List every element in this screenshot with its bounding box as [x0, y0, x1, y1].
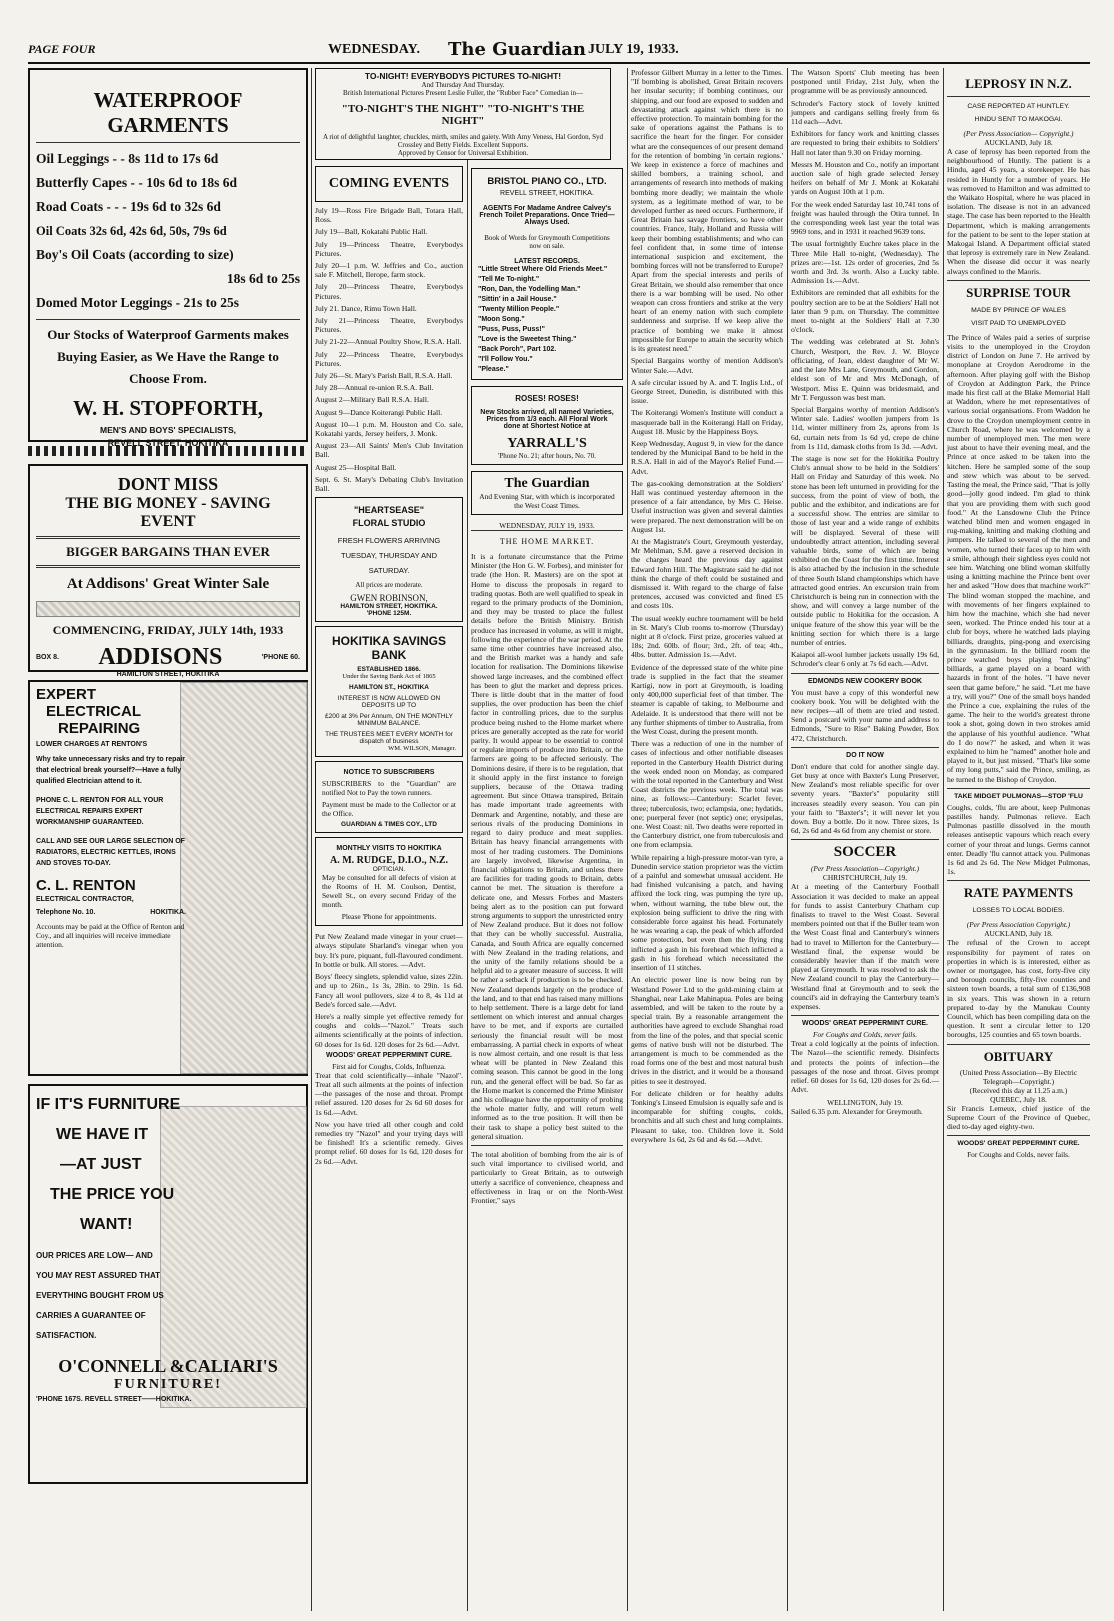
column-5: [791, 68, 939, 1611]
column-rule: [311, 68, 312, 1611]
ad-text: £200 at 3% Per Annum, ON THE MONTHLY MINIMUM BALANCE.: [324, 713, 453, 728]
notice-company: GUARDIAN & TIMES COY., LTD: [341, 821, 437, 829]
article-received: (Received this day at 11.25 a.m.): [969, 1085, 1068, 1095]
event-item: August 9—Dance Koiterangi Public Hall.: [315, 407, 443, 417]
ad-name: GWEN ROBINSON,: [350, 593, 428, 604]
ad-line: Oil Coats 32s 6d, 42s 6d, 50s, 79s 6d: [36, 224, 227, 238]
masthead: [28, 40, 1090, 64]
event-item: August 25—Hospital Ball.: [315, 462, 397, 472]
small-ad: Put New Zealand made vinegar in your cruet—always stipulate Sharland's vinegar when you buy. It's pure, piquant, full-flavoured condiment. In bottle or bulk. All stores. —Advt.: [315, 932, 463, 969]
ad-title: REPAIRING: [58, 720, 141, 737]
event-item: July 19—Princess Theatre, Everybodys Pictures.: [315, 239, 463, 258]
record-item: "Sittin' in a Jail House.": [478, 296, 557, 303]
article-assoc: (Per Press Association—Copyright.): [810, 864, 920, 874]
article-assoc: (Per Press Association— Copyright.): [963, 129, 1074, 138]
news-paragraph: Schroder's Factory stock of lovely knitted jumpers and cardigans selling freely from 6s 11d each—Advt.: [791, 98, 939, 127]
ad-text: Please 'Phone for appointments.: [341, 912, 437, 922]
coming-events: [315, 166, 463, 202]
ad-yarralls-roses: [471, 386, 623, 465]
ad-line: THE BIG MONEY - SAVING EVENT: [65, 495, 271, 530]
event-item: Sept. 6. St. Mary's Debating Club's Invitation Ball.: [315, 474, 463, 494]
column-4: [631, 68, 783, 1611]
record-item: "Moon Song.": [478, 316, 525, 323]
news-paragraph: The usual fortnightly Euchre takes place in the Three Mile Hall to-night, (Wednesday). The prizes are:—1st. 12s order of groceries, 2nd 5s worth and 3rd. 3s worth. Also a Lucky table. Admission 1s.—Advt.: [791, 239, 939, 286]
ad-title: "TO-NIGHT'S THE NIGHT" "TO-NIGHT'S THE NIGHT": [341, 103, 585, 127]
ad-tel: Telephone No. 10.: [36, 909, 96, 916]
news-paragraph: A case of leprosy has been reported from the neighbourhood of Huntly. The patient is a Hindu, aged 45 years, a storekeeper. He has resided in Huntly for a number of years. He was removed to Hamilton and was admitted to the Waikato Hospital, where he was placed in isolation. The disease is not in an advanced stage. The case has been reported to the Health Department, which is making arrangements for the patient to be sent to the leper station at Makogai Island. A Department official stated that leprosy is extremely rare in New Zealand. When the disease did occur it was nearly always confined to the Maoris.: [947, 147, 1090, 276]
ad-text: Book of Words for Greymouth Competitions now on sale.: [484, 234, 610, 250]
ad-name: O'CONNELL &CALIARI'S: [58, 1356, 278, 1376]
notice-title: NOTICE TO SUBSCRIBERS: [343, 769, 435, 777]
news-paragraph: Professor Gilbert Murray in a letter to the Times. "If bombing is abolished, Great Britain recovers her insular security; if bombing continues, our shipping, and our food are exposed to sudden and devastating attack against which there is no effective protection. To maintain bombing for the sake of operations against the Pathans is to sacrifice the heart for the finger. For consider what are the consequences of our present demand for the retention of bombing 'in certain regions.' We keep in existence a force of machines and skilled bombers, a training school, and arrangements of research into methods of making bombing more deadly; we maintain the whole system, as a legitimate method of war, to be developed further as need occurs. Furthermore, if Great Britain has savage frontiers, so have other countries. France, Italy, Holland and Russia will keep their bombing establishments; and who can feel confident that, in some time of intense international suspicion and excitement, the bombing forces will not be transferred to Europe? Apart from the special interests and perils of Great Britain, we should also remember that once there is a war bombing will be used. No other weapon can cross frontiers and strike at the very heart of an enemy nation with such complete suddenness and surprise. If we keep alive the practice of bombing we make it almost impossible for Europe to attain the security which is its greatest need.": [631, 68, 783, 354]
ad-title: ELECTRICAL: [46, 703, 141, 720]
paper-title: The Guardian: [504, 476, 590, 491]
record-item: "I'll Follow You.": [478, 356, 533, 363]
event-item: July 21. Dance, Rimu Town Hall.: [315, 303, 417, 313]
news-paragraph: At the Magistrate's Court, Greymouth yesterday, Mr Mehlman, S.M. gave a reserved decision in the charges heard the previous day against Edward John Hill. The Magistrate said he did not think the charge of theft could be sustained and dismissed it. With regard to the charge of false pretences, accused was convicted and fined £5 and costs 10s.: [631, 536, 783, 611]
ad-sub: FLORAL STUDIO: [352, 518, 426, 529]
ad-sub: MEN'S AND BOYS' SPECIALISTS,: [100, 425, 236, 435]
article-dateline: WELLINGTON, July 19.: [827, 1097, 903, 1107]
ad-phone: 'PHONE 125M.: [366, 610, 412, 618]
record-item: "Ron, Dan, the Yodelling Man.": [478, 286, 581, 293]
ad-line: —AT JUST: [60, 1156, 142, 1173]
ad-name: A. M. RUDGE, D.I.O., N.Z.: [329, 855, 449, 867]
article-title: SURPRISE TOUR: [966, 284, 1071, 300]
ad-text: Why take unnecessary risks and try to repair that electrical break yourself?—Have a fully qualified Electrician attend to it.: [36, 756, 186, 785]
ad-sub: FURNITURE!: [114, 1377, 222, 1392]
ad-title: WOODS' GREAT PEPPERMINT CURE.: [957, 1140, 1080, 1148]
ad-line: At Addisons' Great Winter Sale: [66, 576, 270, 592]
ad-sub: First aid for Coughs, Colds, Influenza.: [332, 1061, 446, 1071]
article-subhead: CASE REPORTED AT HUNTLEY.: [967, 103, 1070, 110]
ad-title: MONTHLY VISITS TO HOKITIKA: [336, 845, 442, 853]
editorial-text: It is a fortunate circumstance that the Prime Minister (the Hon G. W. Forbes), and minister for trade (the Hon. R. Masters) are on the spot at Home to discuss the proposals in regard to trading quotas. Both are well qualified to speak in regard to the primary products of the Dominion, and they may be trusted to place the fullest details before the British Ministry. British produce has increased in volume, as will it might, following the experience of the war period. At the same time other countries have increased also, and the British market was a handy and safe location for realisation. The Dominions likewise showed large increases, and the combined effect has been to glut the market and depress prices. There is little doubt that in the matter of food supplies, the over production has been the chief factor in controlling prices, due to the surplus produce being rushed to the Home market where prices are generally accepted as the rate for world parity. It would appear to be essential to control or regulate imports of produce into Britain, or the farmers are going to be affected seriously. The Dominions desire, if there is to be regulation, that it should apply in the first instance to foreign suppliers, because of the Ottawa trading agreement. But since Ottawa transpired, Britain has made important trade agreements with Denmark and Argentine, notably, and these are serious rivals of the producing Dominions in regard to dairy produce and meat supplies. Britain has heavy financial arrangements with most of her trading customers. The Dominions are largely involved, likewise Argentina, in financial obligations to Britain, and unless there are facilities for trading goods to Britain, debts cannot be met. The situation is therefore a delicate one, and Messrs Forbes and Masters being alert as to the position can put forward strong arguments to support the unrestricted entry of New Zealand produce. But it does not follow that they can be wholly successful. Australia, Canada, and South Africa are equally concerned with New Zealand in the trading relations, and the unity of the family relations should be a helpful aid to a greater measure of success. It will be rather a setback if production is to be checked. New Zealand depends largely on the produce of the land, and to that end has raised many millions to help settlement. There is a large debt for land settlement on which interest and annual charges have to be met, and if exports are curtailed seriously the financial result will be most embarrassing. A partial check in exports of wheat is now almost certain, and one result is that less wheat will be planted in New Zealand this coming season. This cannot be good in the long run, and the general effect will be bad. So far as the Home market is concerned the Prime Minister and his colleague have the opportunity of probing the whole matter fully, and will return well informed as to the true position. It will then be their task to shape a policy best suited to the general situation.: [471, 552, 623, 1141]
event-item: July 22—Princess Theatre, Everybodys Pictures.: [315, 349, 463, 368]
ad-everybodys-pictures: [315, 68, 611, 160]
ad-line: IF IT'S FURNITURE: [36, 1096, 181, 1113]
news-paragraph: Exhibitors for fancy work and knitting classes are requested to bring their exhibits to Soldiers' Hall not later than 9.30 on Friday morning.: [791, 129, 939, 157]
ad-text: A riot of delightful laughter, chuckles, mirth, smiles and gaiety. With Amy Veness, Hal Gordon, Syd Crossley and Betty Fields. Excellent Supports.: [322, 133, 604, 149]
news-paragraph: Evidence of the depressed state of the white pine trade is supplied in the fact that the steamer Kartigi, now in port at Greymouth, is loading only 400,000 superficial feet of that timber. The steamer is capable of taking, to Melbourne and Adelaide. It is understood that there will not be any further shipments of timber to Australia, from the West Coast, during the present month.: [631, 662, 783, 737]
small-ad: Boys' fleecy singlets, splendid value, sizes 22in. and up to 26in., 1s 3s, 28in. to 29in. 1s 6d. Fancy all wool pullovers, size 4 to 8, 4s 11d at Bede's forced sale.—Advt.: [315, 972, 463, 1009]
article-subhead: LOSSES TO LOCAL BODIES.: [972, 907, 1065, 915]
ad-sub: For Coughs and Colds, never fails.: [967, 1150, 1070, 1160]
ad-address: HAMILTON ST., HOKITIKA: [349, 684, 429, 692]
ad-text: TUESDAY, THURSDAY AND: [341, 551, 437, 561]
ad-savings-bank: [315, 626, 463, 757]
small-ad: Now you have tried all other cough and cold remedies try "Nazol" and your trying days will be finished! It's a scientific remedy. Gives prompt relief. 60 doses for 1s 6d, 120 doses for 2s 6d.—Advt.: [315, 1119, 463, 1166]
record-item: "Little Street Where Old Friends Meet.": [478, 266, 608, 273]
ad-waterproof-garments: [28, 68, 308, 448]
ad-town: HOKITIKA.: [150, 909, 186, 916]
ad-name: W. H. STOPFORTH,: [72, 396, 264, 420]
ad-renton-electrical: [28, 680, 308, 1076]
ad-address: REVELL STREET, HOKITIKA: [107, 438, 229, 448]
ad-line: WANT!: [80, 1216, 133, 1233]
ad-addisons-sale: [28, 464, 308, 678]
ad-text: Accounts may be paid at the Office of Renton and Coy., and all inquiries will receive immediate attention.: [36, 922, 185, 949]
ad-box: BOX 8.: [36, 654, 59, 661]
article-title: EDMONDS NEW COOKERY BOOK: [808, 677, 922, 685]
ad-street: HAMILTON STREET, HOKITIKA: [116, 671, 220, 678]
article-subhead: MADE BY PRINCE OF WALES: [971, 306, 1066, 314]
news-paragraph: The Koiterangi Women's Institute will conduct a masquerade ball in the Koiterangi Hall on Friday, August 18. Music by the Happiness Boys.: [631, 408, 783, 436]
electrician-illustration: [180, 682, 308, 1074]
ad-title: "HEARTSEASE": [353, 505, 425, 516]
news-paragraph: The stage is now set for the Hokitika Poultry Club's annual show to be held in the Soldiers' Hall on Friday and Saturday of this week. No stone has been left unturned in providing for the success, from the point of view of both, the public and the exhibitor, and indications are for a successful show. The entries are similar to those of last year and a wide range of exhibits will be displayed. Several of these will undoubtedly attract attention, including several valuable birds, some of which are being exhibited on the Coast for the first time. Interest is also attached by the inclusion in the schedule of three South Island championships which have attracted good entries. An excursion train from Christchurch is being run in connection with the show, and will convey a large number of the outside public to Hokitika for the occasion. A unique feature of the show this year will be the knitting section for which there is a large number of entries.: [791, 453, 939, 647]
news-paragraph: There was a reduction of one in the number of cases of infectious and other notifiable diseases reported in the Canterbury Health District during the week ended noon on Monday, as compared with the total reported in the Canterbury and West Coast districts the previous week. The total was nine, as follows:—Canterbury: Scarlet fever, three; tuberculosis, two; eclampsia, one; hydatids, one; puerperal fever (not septic) one; erysipelas, one. West Coast: nil. Two deaths were reported in the Canterbury district, one from tuberculosis and one from eclampsia.: [631, 739, 783, 850]
news-paragraph: Sailed 6.35 p.m. Alexander for Greymouth.: [791, 1106, 923, 1116]
column-6: [947, 68, 1090, 1611]
ad-line: Butterfly Capes - - 10s 6d to 18s 6d: [36, 175, 237, 190]
ad-phone: 'PHONE 60.: [261, 654, 300, 661]
ad-title: HOKITIKA SAVINGS BANK: [331, 634, 446, 663]
ad-text: SATURDAY.: [368, 566, 410, 576]
small-ad: Here's a really simple yet effective remedy for coughs and colds—"Nazol." Treats such ailments scientifically at the points of infection. 60 doses for 1s 6d. 120 doses for 2s 6d.—Advt.: [315, 1011, 463, 1049]
article-dateline: CHRISTCHURCH, July 19.: [822, 873, 908, 883]
news-paragraph: The Watson Sports' Club meeting has been postponed until Friday, 21st July, when the programme will be as previously announced.: [791, 68, 939, 96]
ad-sub: LOWER CHARGES AT RENTON'S: [36, 741, 148, 748]
event-item: July 19—Ball, Kokatahi Public Hall.: [315, 227, 428, 237]
ad-line: Oil Leggings - - 8s 11d to 17s 6d: [36, 151, 219, 166]
news-paragraph: Messrs M. Houston and Co., notify an important auction sale of high grade selected Jersey heifers on behalf of Mr J. Monk at Kokatahi yards on August 10th at 1 p.m.: [791, 159, 939, 197]
news-paragraph: While repairing a high-pressure motor-van tyre, a Dunedin service station proprietor was the victim of a painful and somewhat unusual accident. He had finished vulcanising a patch, and having affixed the lock ring, was pumping the tyre up, when, without warning, the tube blew out, the explosion being sufficient to drive the ring with considerable force against his head. Fortunately he was wearing a cap, the peak of which afforded some protection, but even then the flying ring inflicted a gash in his forehead which inflicted a gash in his forehead which necessitated the insertion of 11 stitches.: [631, 852, 783, 973]
news-paragraph: At a meeting of the Canterbury Football Association it was decided to make an appeal for funds to assist Canterbury Chatham cup finalists to travel to the West Coast. Several members pointed out that if the Buller team won the West Coast final and Canterbury's winners had to travel to Millerton for the Canterbury—Westland final, the expense would be considerably heavier than if the match were played at Greymouth. It was resolved to ask the New Zealand council to play the Canterbury—Westland final at Greymouth and to seek the council's aid in defraying the Canterbury team's expenses.: [791, 882, 939, 1012]
column-rule: [943, 68, 944, 1611]
ad-line: Domed Motor Leggings - 21s to 25s: [36, 295, 239, 310]
news-paragraph: Special Bargains worthy of mention Addison's Winter sale. Ladies' woollen jumpers from 1s 11d, winter millinery from 2s, aprons from 1s 6d, curtain nets from 1s 6d yd, crepe de chine from 1s 11d, damask cloths from 1s 3d. —Advt.: [791, 404, 939, 451]
events-list: [315, 206, 463, 493]
ad-title: ROSES! ROSES!: [515, 394, 579, 403]
article-dateline: AUCKLAND, July 18.: [984, 929, 1053, 939]
news-paragraph: A safe circular issued by A. and T. Inglis Ltd., of George Street, Dunedin, is distributed with this issue.: [631, 377, 783, 406]
column-rule: [627, 68, 628, 1611]
news-paragraph: You must have a copy of this wonderful new cookery book. You will be delighted with the new recipes—all of them are tried and tested. Send a postcard with your name and address to Edmonds, "Sure to Rise" Baking Powder, Box 472, Christchurch.: [791, 687, 939, 743]
event-item: July 20—1 p.m. W. Jeffries and Co., auction sale F. Mitchell, Ilerope, farm stock.: [315, 261, 463, 280]
article-title: DO IT NOW: [846, 751, 884, 759]
ad-text: INTEREST IS NOW ALLOWED ON DEPOSITS UP TO: [337, 695, 441, 710]
article-dateline: AUCKLAND, July 18.: [984, 138, 1053, 147]
notice-subscribers: [315, 761, 463, 833]
article-subhead: VISIT PAID TO UNEMPLOYED: [971, 319, 1066, 327]
ad-address: REVELL STREET, HOKITIKA.: [500, 190, 594, 197]
news-paragraph: The wedding was celebrated at St. John's Church, Westport, the Rev. J. W. Bloyce officiating, of Jean, eldest daughter of Mr W. and the late Mrs Lane, Greymouth, and Gordon, eldest son of Mr and Mrs McDonagh, of Westport. Miss E. Quinn was bridesmaid, and Mr T. Fergusson was best man.: [791, 337, 939, 402]
event-item: July 28—Annual re-union R.S.A. Ball.: [315, 383, 434, 393]
ad-top: TO-NIGHT! EVERYBODYS PICTURES TO-NIGHT!: [364, 71, 562, 81]
news-paragraph: For the week ended Saturday last 10,741 tons of freight was hauled through the Otira tunnel. In the corresponding week last year the total was 9969 tons, and in 1931 it reached 9639 tons.: [791, 199, 939, 237]
ad-phone: 'Phone No. 21; after hours, No. 70.: [498, 452, 596, 460]
article-title: OBITUARY: [983, 1048, 1054, 1064]
record-item: "Tell Me To-night.": [478, 276, 540, 283]
record-item: "Puss, Puss, Puss!": [478, 326, 545, 333]
ad-bristol-piano: [471, 168, 623, 380]
ad-text: Treat a cold logically at the points of infection. The Nazol—the scientific remedy. Disinfects and protects the points of infection—the passages of the nose and throat. Gives prompt relief. 60 doses for 1s 6d, 120 doses for 2s 6d.—Advt.: [791, 1039, 939, 1095]
editorial-text: The total abolition of bombing from the air is of such vital importance to civilised world, and particularly to Great Britain, as to outweigh utterly a sacrifice of convenience, cheapness and effectiveness in Iraq or on the North-West Frontier," says: [471, 1150, 623, 1206]
ad-role: ELECTRICAL CONTRACTOR,: [36, 896, 134, 903]
ad-line: COMMENCING, FRIDAY, JULY 14th, 1933: [52, 623, 284, 637]
editorial-title: THE HOME MARKET.: [499, 537, 595, 546]
ad-text: ESTABLISHED 1866.: [357, 666, 421, 674]
ad-title: WATERPROOF GARMENTS: [93, 88, 243, 137]
ad-text: PHONE C. L. RENTON FOR ALL YOUR ELECTRICAL REPAIRS EXPERT WORKMANSHIP GUARANTEED.: [36, 797, 164, 826]
notice-text: Payment must be made to the Collector or at the Office.: [322, 800, 456, 819]
ad-line: Boy's Oil Coats (according to size): [36, 247, 234, 262]
news-paragraph: Exhibitors are reminded that all exhibits for the poultry section are to be at the Soldiers' Hall not later than 9 p.m. on Thursday. The committee meet to-night at the Soldiers' Hall at 7.30 o'clock.: [791, 288, 939, 335]
record-item: "Please.": [478, 366, 509, 373]
ad-oconnell-furniture: [28, 1084, 308, 1484]
record-item: "Back Porch", Part 102.: [478, 346, 557, 353]
ad-text: THE TRUSTEES MEET EVERY MONTH for dispatch of business: [325, 731, 453, 746]
news-paragraph: For delicate children or for healthy adults Tonking's Linseed Emulsion is equally safe and is incomparable for shifting coughs, colds, bronchitis and all such chest and lung complaints. Pleasant to take, too. Children love it. Sold everywhere 1s 6d, 2s 6d and 4s 6d.—Advt.: [631, 1088, 783, 1144]
ad-line: BIGGER BARGAINS THAN EVER: [66, 544, 270, 559]
ad-text: All prices are moderate.: [355, 581, 423, 590]
article-dateline: QUEBEC, July 18.: [990, 1094, 1047, 1104]
article-title: LEPROSY IN N.Z.: [965, 76, 1072, 91]
article-assoc: (Per Press Association Copyright.): [966, 920, 1071, 930]
column-3: [471, 68, 623, 1611]
ad-line: WE HAVE IT: [56, 1126, 149, 1143]
event-item: August 23—All Saints' Men's Club Invitation Ball.: [315, 441, 463, 460]
editorial-date: WEDNESDAY, JULY 19, 1933.: [471, 521, 623, 531]
masthead-title: The Guardian: [448, 39, 586, 60]
news-paragraph: Don't endure that cold for another single day. Get busy at once with Baxter's Lung Preserver, New Zealand's most reliable specific for over seventy years. "Baxter's" popularity still increases steadily every season. You can pin your faith to "Baxter's"; it will never let you down. Buy a bottle. Do it now. Three sizes, 1s 6d, 2s 6d and 4s 6d from any chemist or store.: [791, 761, 939, 836]
ad-role: OPTICIAN.: [372, 866, 406, 874]
news-paragraph: The refusal of the Crown to accept responsibility for payment of rates on properties in which is is interested, either as owner or mortgagee, has cost, forty-five city and borough councils, fifty-five counties and sixteen town boards, a total sum of £136,908 in six years. This was shown in a return prepared to-day by the Manukau County Council, which has been compiling data on the question. It sent a circular letter to 120 boroughs, 125 counties and 65 town boards.: [947, 938, 1090, 1040]
ad-heartsease: [315, 497, 463, 622]
event-item: August 10—1 p.m. M. Houston and Co. sale, Kokatahi yards, Jersey heifers, J. Monk.: [315, 419, 463, 439]
ad-text: Under the Saving Bank Act of 1865: [342, 673, 436, 681]
ad-cert: Approved by Censor for Universal Exhibition.: [397, 149, 529, 157]
ad-text: OUR PRICES ARE LOW— AND YOU MAY REST ASSURED THAT EVERYTHING BOUGHT FROM US CARRIES A GUARANTEE OF SATISFACTION.: [36, 1251, 164, 1340]
news-paragraph: Keep Wednesday, August 9, in view for the dance tendered by the Municipal Band to be held in the R.S.A. Hall in aid of the Mayor's Relief Fund.—Advt.: [631, 438, 783, 476]
masthead-day: WEDNESDAY.: [328, 42, 420, 57]
ad-title: WOODS' GREAT PEPPERMINT CURE.: [326, 1051, 452, 1059]
news-paragraph: The usual weekly euchre tournament will be held in St. Mary's Club rooms to-morrow (Thursday) night at 8 o'clock. First prize, groceries valued at 18s; 2nd. 60lb. of flour; 3rd., 2ft. of tea; 4th., 4lbs. butter. Admission 1s.—Advt.: [631, 613, 783, 660]
ad-text: Treat that cold scientifically—inhale "Nazol". Treat all such ailments at the points of infection—the passages of the nose and throat. Prompt relief assured. 120 doses for 2s 6d 60 doses for 1s 6d.—Advt.: [315, 1070, 463, 1117]
column-rule: [787, 68, 788, 1611]
ad-name: ADDISONS: [98, 644, 223, 670]
ad-text: Coughs, colds, 'flu are about, keep Pulmonas pastilles handy. Pulmonas relieve. Each Pulmonas pastille dissolved in the mouth releases antiseptic vapours which reach every corner of your throat and lungs. Germs cannot enter. Deadly 'flu cannot attack you. Pulmonas 1s 6d and 2s 6d. The New Midget Pulmonas, 1s.: [947, 802, 1090, 877]
news-paragraph: An electric power line is now being run by Westland Power Ltd to the gold-mining claim at Shanghai, near Lake Mahinapua. Poles are being assembled, and will be taken to the route by a special train. By a reasonable arrangement the authorities have agreed to exclude Shanghai road from the line of the poles, and that special scenic gems of native bush will not be disturbed. The arrangement is much to be commended as the road forms one of the best and most natural bush drives in the district, and it would be a thousand pities to see it destroyed.: [631, 975, 783, 1086]
ad-sub: LATEST RECORDS.: [514, 258, 580, 265]
ad-footer: 'PHONE 167S. REVELL STREET——HOKITIKA.: [36, 1396, 192, 1403]
page-label: PAGE FOUR: [28, 42, 96, 56]
column-ads-left: [28, 68, 308, 1611]
ad-text: May be consulted for all defects of vision at the Rooms of H. M. Coulson, Dentist, Sewell St., on every second Friday of the month.: [322, 873, 456, 910]
record-item: "Love is the Sweetest Thing.": [478, 336, 577, 343]
ad-sub: For Coughs and Colds, never fails.: [812, 1030, 918, 1040]
ornament-image: [36, 601, 300, 617]
ad-title: EXPERT: [36, 686, 97, 703]
section-title: COMING EVENTS: [328, 176, 450, 191]
event-item: July 20—Princess Theatre, Everybodys Pictures.: [315, 282, 463, 301]
event-item: July 21-22—Annual Poultry Show, R.S.A. Hall.: [315, 337, 462, 347]
news-paragraph: Kaiapoi all-wool lumber jackets usually 19s 6d, Schroder's clear 6 only at 7s 6d each.—Advt.: [791, 650, 939, 669]
ad-title: BRISTOL PIANO CO., LTD.: [487, 176, 607, 187]
event-item: August 2—Military Ball R.S.A. Hall.: [315, 395, 429, 405]
ad-manager: WM. WILSON, Manager.: [388, 745, 456, 753]
ad-text: New Stocks arrived, all named Varieties, Prices from 1/3 each. All Floral Work done at Shortest Notice at: [480, 409, 614, 430]
ad-text: CALL AND SEE OUR LARGE SELECTION OF RADIATORS, ELECTRIC KETTLES, IRONS AND STOVES TO-DAY.: [36, 838, 185, 867]
event-item: July 21—Princess Theatre, Everybodys Pictures.: [315, 316, 463, 335]
paper-sub: And Evening Star, with which is incorporated the West Coast Times.: [479, 492, 615, 510]
news-paragraph: Special Bargains worthy of mention Addison's Winter Sale.—Advt.: [631, 356, 783, 375]
ad-tagline: Our Stocks of Waterproof Garments makes Buying Easier, as We Have the Range to Choose From.: [47, 327, 289, 386]
notice-text: SUBSCRIBERS to the "Guardian" are notified Not to Pay the town runners.: [322, 779, 456, 798]
ad-sub: And Thursday And Thursday.: [421, 81, 505, 89]
ad-line: 18s 6d to 25s: [226, 271, 300, 286]
event-item: July 26—St. Mary's Parish Ball, R.S.A. Hall.: [315, 371, 453, 381]
article-title: RATE PAYMENTS: [963, 885, 1074, 901]
news-paragraph: The gas-cooking demonstration at the Soldiers' Hall was continued yesterday afternoon in the presence of a fair attendance, by Mrs C. Heise. Useful instruction was given and several dainties were prepared. The next demonstration will be on August 1st.: [631, 478, 783, 534]
ad-text: AGENTS For Madame Andree Calvey's French Toilet Preparations. Once Tried—Always Used.: [479, 205, 615, 226]
ad-text: British International Pictures Present Leslie Fuller, the "Rubber Face" Comedian in—: [342, 89, 584, 97]
ad-text: FRESH FLOWERS ARRIVING: [337, 536, 441, 546]
ad-address: HAMILTON STREET, HOKITIKA.: [340, 603, 438, 611]
event-item: July 19—Ross Fire Brigade Ball, Totara Hall, Ross.: [315, 206, 463, 225]
ad-line: Road Coats - - - 19s 6d to 32s 6d: [36, 199, 221, 214]
article-assoc: (United Press Association—By Electric Telegraph—Copyright.): [959, 1067, 1078, 1086]
ad-line: DONT MISS: [117, 474, 219, 494]
record-item: "Twenty Million People.": [478, 306, 560, 313]
article-subhead: HINDU SENT TO MAKOGAI.: [974, 116, 1063, 123]
masthead-date: JULY 19, 1933.: [588, 42, 679, 57]
ad-title: WOODS' GREAT PEPPERMINT CURE.: [802, 1020, 928, 1028]
ad-line: THE PRICE YOU: [50, 1186, 175, 1203]
news-paragraph: The Prince of Wales paid a series of surprise visits to the unemployed in the Croydon district of London on June 7. He arrived by monoplane at Croydon Aerodrome in the afternoon. After playing golf with the Bishop of Croydon at Addington Park, the Prince made his first call at the Blake Memorial Hall at Waddon, where he met representatives of various social organisations. From Waddon he drove to the Croydon unemployment centre in Church Road, where he was welcomed by a number of unemployed men. The men were just about to have their evening meal, and the Prince at once asked to be taken into the kitchen. Here he sampled some of the soup and stew which was about to be served. Tasting the meal, the Prince said, "That is jolly good—jolly good indeed. I'm glad to think that you are providing them with such good food." At the Lansdowne Club the Prince watched blind men and women engaged in rug-making, knitting and making clothing and jumpers. He talked to several of the men and women, who turned their faces up to him with a smile, although their sightless eyes could not see him. Watching one blind woman skilfully using a knitting machine the Prince bent over her and asked "How does that machine work?" The blind woman stopped the machine, and with movements of her fingers explained to him how the machine, which she had never seen, worked. The Prince ended his tour at a club for boys, where he watched lads playing billiards, draughts, ping-pong and exercising in the gymnasium. In the billiard room the prince watched boys playing "banking" billiards, a game played on a board with hazards in front of the holes. "I have never seen that game before," he said. "Let me have a try, will you?" One of the small boys handed the Prince a cue, explaining the rules of the game. The heir to the world's greatest throne took a shot, going down in two strokes amid the applause of his youthful audience. "What do I do now?" he asked, and when it was explained to him he "named" another hole and played to it, but just missed. "That's like some of my long putts," said the Prince, smiling, as he turned to the Bishop of Croydon.: [947, 332, 1090, 784]
ad-name: YARRALL'S: [507, 436, 587, 451]
article-title: SOCCER: [833, 844, 897, 861]
guardian-masthead-box: [471, 471, 623, 515]
ad-title: TAKE MIDGET PULMONAS—STOP 'FLU: [954, 792, 1083, 800]
ad-rudge-optician: [315, 837, 463, 926]
column-rule: [467, 68, 468, 1611]
ad-name: C. L. RENTON: [36, 877, 136, 894]
news-paragraph: Sir Francis Lemeux, chief justice of the Supreme Court of the Province of Quebec, died to-day aged eighty-two.: [947, 1103, 1090, 1132]
